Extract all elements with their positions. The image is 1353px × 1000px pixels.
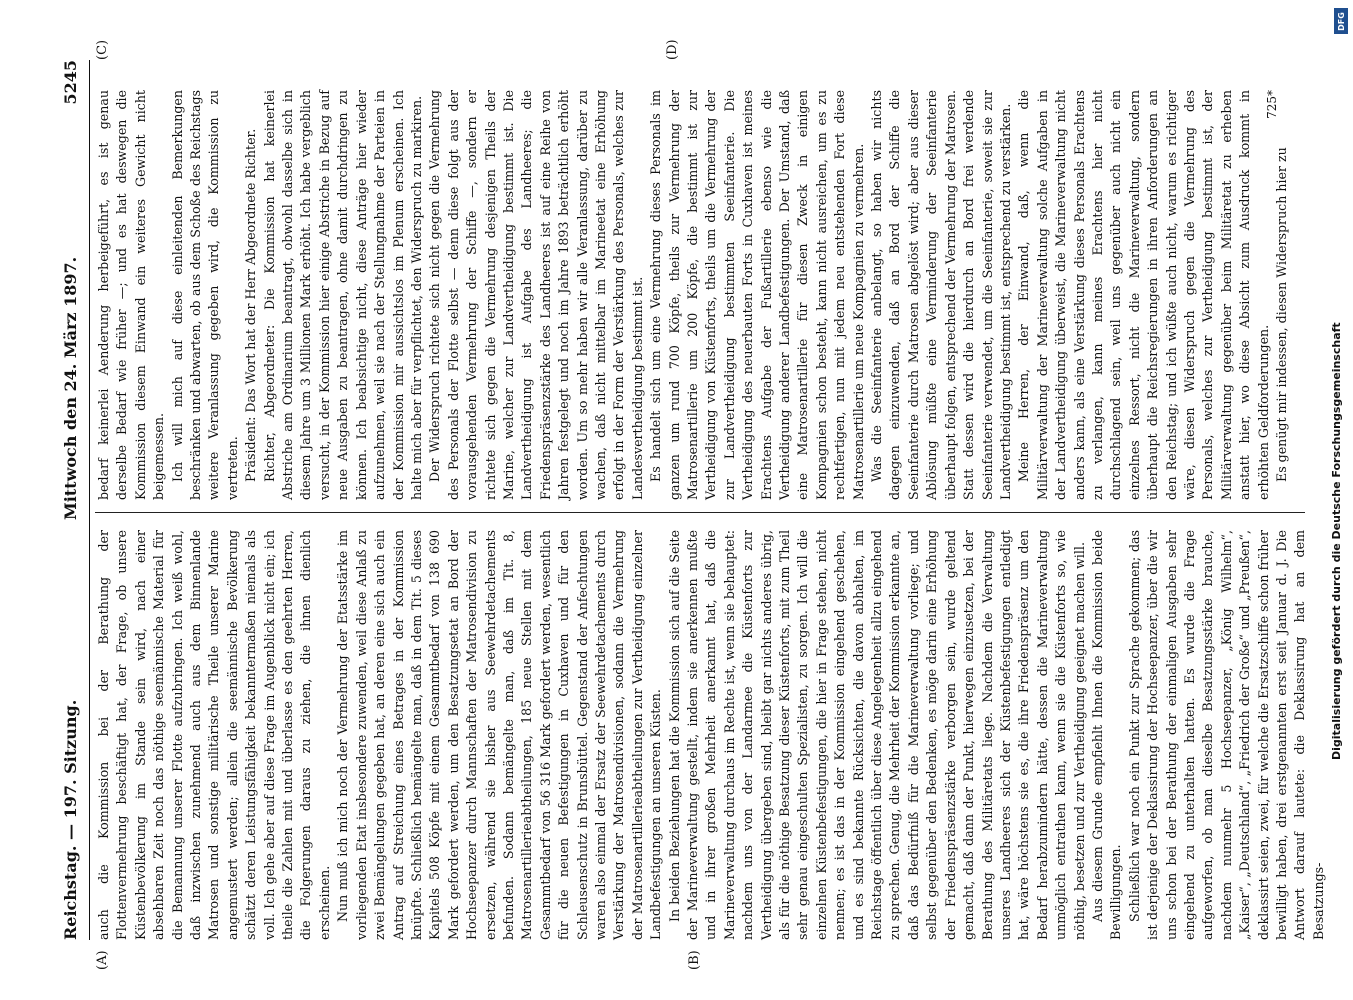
paragraph: auch die Kommission bei der Berathung der Flottenvermehrung beschäftigt hat, der Frage, ob unsere Küstenbevölkerung im Stande sein wird, nach einer absehbaren Zeit noch das nöthige seemännische Material für die Bemannung unserer Flotte aufzubringen. Ich weiß wohl, daß inzwischen zunehmend auch aus dem Binnenlande Matrosen und sonstige militärische Theile unserer Marine angemustert werden; allein die seemännische Bevölkerung schätzt deren Leistungsfähigkeit bekanntermaßen niemals als voll. Ich gehe aber auf diese Frage im Augenblick nicht ein; ich theile die Zahlen mit und überlasse es den geehrten Herren, die Folgerungen daraus zu ziehen, die ihnen dienlich erscheinen.: [96, 530, 332, 940]
dfg-logo-text: DFG: [1336, 11, 1346, 31]
margin-marker-a: (A): [95, 950, 110, 970]
paragraph: Aus diesem Grunde empfiehlt Ihnen die Kommission beide Bewilligungen.: [1089, 530, 1124, 940]
margin-marker-d: (D): [665, 39, 680, 60]
margin-marker-b: (B): [687, 950, 702, 970]
column-divider: [95, 512, 1305, 513]
paragraph: Was die Seeinfanterie anbelangt, so haben wir nichts dagegen einzuwenden, daß an Bord der Schiffe die Seeinfanterie durch Matrosen abgelöst wird; aber aus dieser Ablösung müßte eine Verminderung der Seeinfanterie überhaupt folgen, entsprechend der Vermehrung der Matrosen. Statt dessen wird die hierdurch an Bord frei werdende Seeinfanterie verwendet, um die Seeinfanterie, soweit sie zur Landvertheidigung bestimmt ist, entsprechend zu verstärken.: [869, 90, 1013, 500]
paragraph: Es genügt mir indessen, diesen Widerspruch hier zu: [1274, 147, 1289, 482]
digitization-credit: Digitalisierung gefördert durch die Deutsche Forschungsgemeinschaft: [1330, 322, 1343, 760]
paragraph: Der Widerspruch richtete sich nicht gegen die Vermehrung des Personals der Flotte selbst — denn diese folgt aus der vorausgehenden Vermehrung der Schiffe —, sondern er richtete sich gegen die Vermehrung desjenigen Theils der Marine, welcher zur Landvertheidigung bestimmt ist. Die Landvertheidigung ist Aufgabe des Landheeres; die Friedenspräsenzstärke des Landheeres ist auf eine Reihe von Jahren festgelegt und noch im Jahre 1893 beträchtlich erhöht worden. Um so mehr haben wir alle Veranlassung, darüber zu wachen, daß nicht mittelbar im Marineetat eine Erhöhung erfolgt in der Form der Verstärkung des Personals, welches zur Landesvertheidigung bestimmt ist.: [427, 90, 645, 500]
header-session: Reichstag. — 197. Sitzung.: [61, 699, 80, 940]
margin-marker-c: (C): [95, 39, 110, 60]
paragraph: Meine Herren, der Einwand, daß, wenn die Militärverwaltung der Marineverwaltung solche Aufgaben in der Landvertheidigung überweist, die Marineverwaltung nicht anders kann, als eine Verstärkung dieses Personals Erachtens zu verlangen, kann meines Erachtens hier nicht durchschlagend sein, weil uns gegenüber auch nicht ein einzelnes Ressort, nicht die Marineverwaltung, sondern überhaupt die Reichsregierungen in ihren Anforderungen an den Reichstag; und ich wüßte auch nicht, warum es richtiger wäre, diesen Widerspruch gegen die Vermehrung des Personals, welches zur Vertheidigung bestimmt ist, der Militärverwaltung gegenüber beim Militäretat zu erheben anstatt hier, wo diese Absicht zum Ausdruck kommt in erhöhten Geldforderungen.: [1016, 90, 1271, 500]
paragraph: Es handelt sich um eine Vermehrung dieses Personals im ganzen um rund 700 Köpfe, theils zur Vermehrung der Matrosenartillerie um 200 Köpfe, die bestimmt ist zur Vertheidigung von Küstenforts, theils um die Vermehrung der zur Landvertheidigung bestimmten Seeinfanterie. Die Vertheidigung des neuerbauten Forts in Cuxhaven ist meines Erachtens Aufgabe der Fußartillerie ebenso wie die Vertheidigung anderer Landbefestigungen. Der Umstand, daß eine Matrosenartillerie für diesen Zweck in einigen Kompagnien schon besteht, kann nicht ausreichen, um es zu rechtfertigen, nun mit jedem neu entstehenden Fort diese Matrosenartillerie um neue Kompagnien zu vermehren.: [648, 90, 866, 500]
signature-mark: 725*: [1265, 90, 1279, 119]
dfg-logo: [1334, 8, 1348, 34]
paragraph: Richter, Abgeordneter: Die Kommission hat keinerlei Abstriche am Ordinarium beantragt, obwohl dasselbe sich in diesem Jahre um 3 Millionen Mark erhöht. Ich habe vergeblich versucht, in der Kommission hier einige Abstriche in Bezug auf neue Ausgaben zu beantragen, ohne damit durchdringen zu können. Ich beabsichtige nicht, diese Anträge hier wieder aufzunehmen, weil sie nach der Stellungnahme der Parteien in der Kommission mir aussichtslos im Plenum erscheinen. Ich halte mich aber für verpflichtet, den Widerspruch zu markiren.: [261, 90, 424, 500]
paragraph: bedarf keinerlei Aenderung herbeigeführt, es ist genau derselbe Bedarf wie früher —; und es hat deswegen die Kommission diesem Einwand ein weiteres Gewicht nicht beigemessen.: [96, 90, 167, 500]
paragraph: Nun muß ich mich noch der Vermehrung der Etatsstärke im vorliegenden Etat insbesondere zuwenden, weil diese Anlaß zu zwei Bemängelungen gegeben hat, an deren eine sich auch ein Antrag auf Streichung eines Betrages in der Kommission knüpfte. Schließlich bemängelte man, daß in dem Tit. 5 dieses Kapitels 508 Köpfe mit einem Gesammtbedarf von 138 690 Mark gefordert werden, um den Besatzungsetat an Bord der Hochseepanzer durch Mannschaften der Matrosendivision zu ersetzen, während sie bisher aus Seewehrdetachements befunden. Sodann bemängelte man, daß im Tit. 8, Matrosenartillerieabtheilungen, 185 neue Stellen mit dem Gesammtbedarf von 56 316 Mark gefordert werden, wesentlich für die neuen Befestigungen in Cuxhaven und für den Schleusenschutz in Brunsbüttel. Gegenstand der Anfechtungen waren also einmal der Ersatz der Seewehrdetachements durch Verstärkung der Matrosendivisionen, sodann die Vermehrung der Matrosenartillerieabtheilungen zur Vertheidigung einzelner Landbefestigungen an unseren Küsten.: [335, 530, 664, 940]
paragraph: In beiden Beziehungen hat die Kommission sich auf die Seite der Marineverwaltung gestellt, indem sie anerkennen mußte und in ihrer großen Mehrheit anerkannt hat, daß die Marineverwaltung durchaus im Rechte ist, wenn sie behauptet: nachdem uns von der Landarmee die Küstenforts zur Vertheidigung übergeben sind, bleibt gar nichts anderes übrig, als für die nöthige Besatzung dieser Küstenforts, mit zum Theil sehr genau eingeschulten Spezialisten, zu sorgen. Ich will die einzelnen Küstenbefestigungen, die hier in Frage stehen, nicht nennen; es ist das in der Kommission eingehend geschehen, und es sind bekannte Rücksichten, die davon abhalten, im Reichstage öffentlich über diese Angelegenheit allzu eingehend zu sprechen. Genug, die Mehrheit der Kommission erkannte an, daß das Bedürfniß für die Marineverwaltung vorliege; und selbst gegenüber den Bedenken, es möge darin eine Erhöhung der Friedenspräsenzstärke verborgen sein, wurde geltend gemacht, daß dann der Punkt, hierwegen einzusetzen, bei der Berathung des Militäretats liege. Nachdem die Verwaltung unseres Landheeres sich der Küstenbefestigungen entledigt hat, wäre höchstens sie es, die ihre Friedenspräsenz um den Bedarf herabzumindern hätte, dessen die Marineverwaltung unmöglich entrathen kann, wenn sie die Küstenforts so, wie nöthig, besetzen und zur Vertheidigung geeignet machen will.: [666, 530, 1087, 940]
header-date: Mittwoch den 24. März 1897.: [61, 256, 80, 520]
page-number: 5245: [61, 60, 80, 105]
paragraph: Präsident: Das Wort hat der Herr Abgeordnete Richter.: [243, 128, 259, 482]
left-column: [95, 530, 1326, 940]
page-header: [55, 60, 90, 940]
rotated-page: [55, 39, 1326, 970]
right-column: [95, 90, 1305, 500]
paragraph: Schließlich war noch ein Punkt zur Sprache gekommen; das ist derjenige der Deklassirung der Hochseepanzer, über die wir uns schon bei der Berathung der einmaligen Ausgaben sehr eingehend zu unterhalten hatten. Es wurde die Frage aufgeworfen, ob man dieselbe Besatzungsstärke brauche, nachdem nunmehr 5 Hochseepanzer, „König Wilhelm“, „Kaiser“, „Deutschland“, „Friedrich der Große“ und „Preußen“, deklassirt seien, zwei, für welche die Ersatzschiffe schon früher bewilligt haben, drei erstgenannten erst seit Januar d. J. Die Antwort darauf lautete: die Deklassirung hat an dem Besatzungs-: [1126, 530, 1326, 940]
paragraph: Ich will mich auf diese einleitenden Bemerkungen beschränken und abwarten, ob aus dem Schoße des Reichstags weitere Veranlassung gegeben wird, die Kommission zu vertreten.: [169, 90, 240, 500]
